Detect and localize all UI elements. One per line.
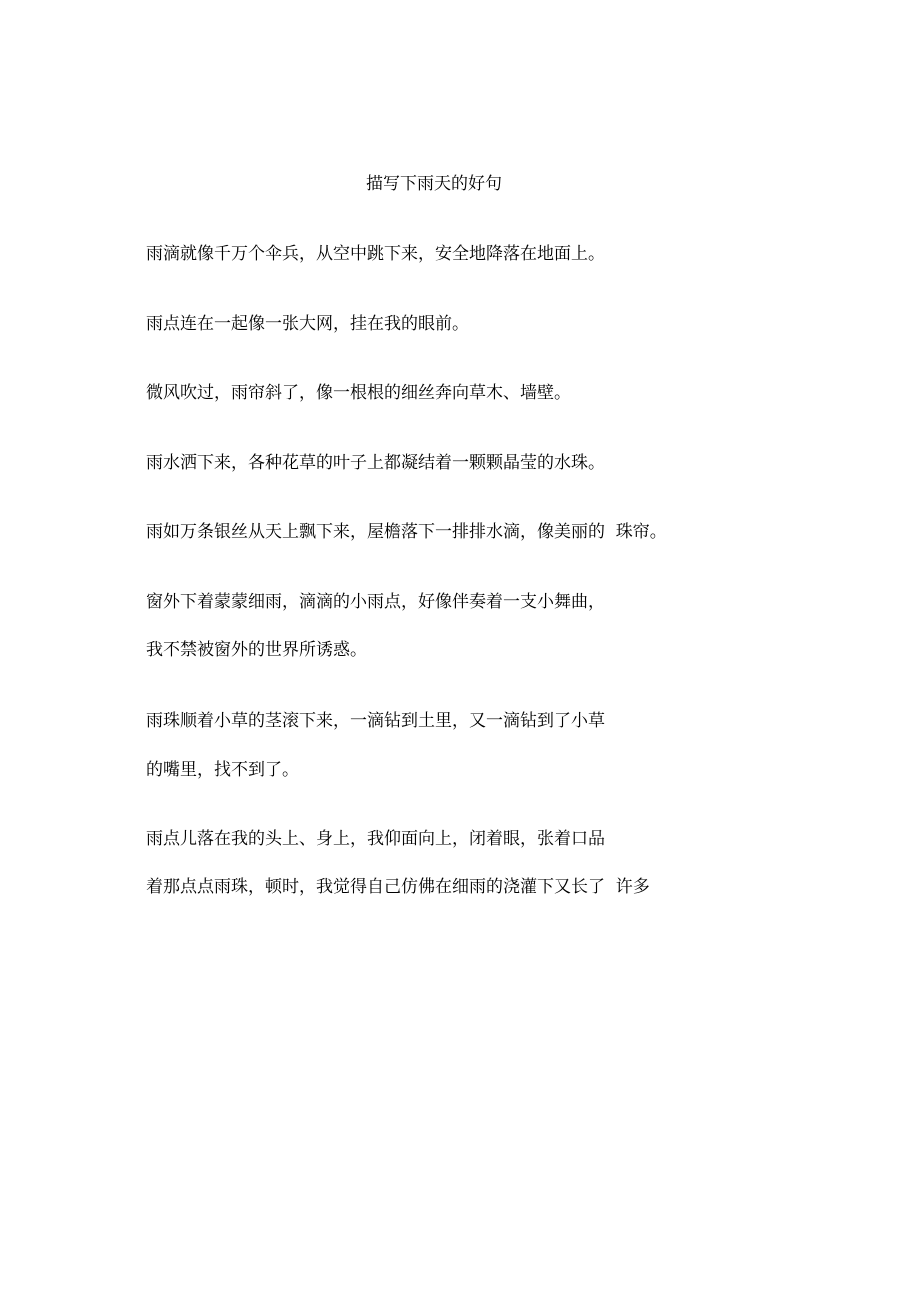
- paragraph-line: 雨点儿落在我的头上、身上，我仰面向上，闭着眼，张着口品: [146, 829, 605, 849]
- paragraph-line: 微风吹过，雨帘斜了，像一根根的细丝奔向草木、墙壁。: [146, 383, 571, 403]
- paragraph-line: 雨如万条银丝从天上飘下来，屋檐落下一排排水滴，像美丽的 珠帘。: [146, 522, 667, 542]
- paragraph-line: 的嘴里，找不到了。: [146, 760, 299, 780]
- paragraph-line: 着那点点雨珠，顿时，我觉得自己仿佛在细雨的浇灌下又长了 许多: [146, 877, 650, 897]
- paragraph-line: 我不禁被窗外的世界所诱惑。: [146, 640, 367, 660]
- document-title: 描写下雨天的好句: [366, 174, 502, 194]
- paragraph-line: 雨滴就像千万个伞兵，从空中跳下来，安全地降落在地面上。: [146, 244, 605, 264]
- paragraph-line: 雨珠顺着小草的茎滚下来，一滴钻到土里，又一滴钻到了小草: [146, 711, 605, 731]
- paragraph-line: 窗外下着蒙蒙细雨，滴滴的小雨点，好像伴奏着一支小舞曲，: [146, 592, 605, 612]
- paragraph-line: 雨水洒下来，各种花草的叶子上都凝结着一颗颗晶莹的水珠。: [146, 453, 605, 473]
- paragraph-line: 雨点连在一起像一张大网，挂在我的眼前。: [146, 314, 469, 334]
